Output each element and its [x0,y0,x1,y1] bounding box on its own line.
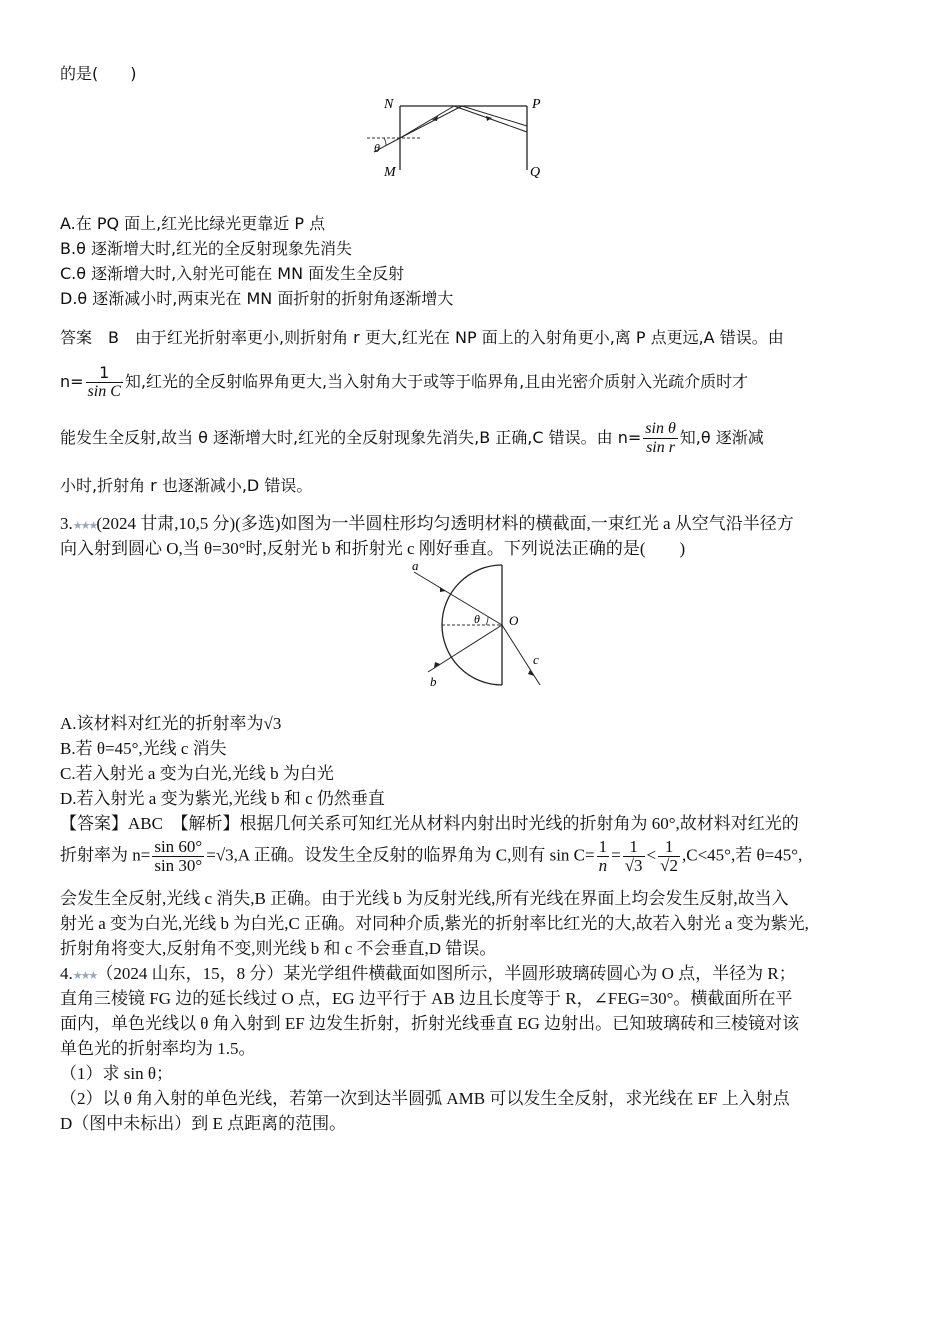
q4-stem-text: （2024 山东，15，8 分）某光学组件横截面如图所示，半圆形玻璃砖圆心为 O 点，半径为 R； [96,964,796,983]
q4-stem-line1 [60,962,796,988]
q3-stem-line2: 向入射到圆心 O,当 θ=30°时,反射光 b 和折射光 c 刚好垂直。下列说法正确的是( ) [60,539,686,558]
q2-option-c: C.θ 逐渐增大时,入射光可能在 MN 面发生全反射 [60,264,405,283]
q3-answer-equals: = [611,845,621,865]
q2-label-Q: Q [530,165,541,180]
q4-part1: （1）求 sin θ； [60,1064,173,1083]
q2-label-M: M [384,165,396,180]
q3-fraction-1-over-root2 [658,838,680,875]
fraction-numerator: 1 [623,838,645,857]
q4-number: 4. [60,964,73,983]
q2-figure [362,92,562,184]
q3-label-b: b [430,674,437,689]
fraction-numerator: 1 [598,837,608,856]
q3-stem-line1 [60,512,794,538]
q3-label-theta: θ [474,612,480,626]
q2-answer-line2 [60,364,748,401]
q3-answer-line5: 折射角将变大,反射角不变,则光线 b 和 c 不会垂直,D 错误。 [60,939,497,958]
q3-figure [400,560,560,695]
fraction-denominator: sin 30° [154,856,203,875]
fraction-denominator: √3 [624,856,643,875]
q4-part2-line2: D（图中未标出）到 E 点距离的范围。 [60,1114,347,1133]
q3-answer-line1: 【答案】ABC 【解析】根据几何关系可知红光从材料内射出时光线的折射角为 60°,故材料对红光的 [60,814,799,833]
fraction-numerator: sin θ [645,420,676,437]
q2-fraction-sin-theta-over-sin-r [643,420,678,457]
difficulty-stars-icon: ★★★ [72,520,97,532]
q4-stem-line2: 直角三棱镜 FG 边的延长线过 O 点，EG 边平行于 AB 边且长度等于 R，∠FEG=30°。横截面所在平 [60,989,793,1008]
q3-answer-line2-rest: ,C<45°,若 θ=45°, [681,845,803,865]
q3-label-c: c [533,652,539,667]
q2-answer-line4: 小时,折射角 r 也逐渐减小,D 错误。 [60,476,313,495]
q3-fraction-1-over-n [597,838,610,875]
q2-label-P: P [532,97,541,112]
fraction-denominator: sin r [646,439,675,456]
q2-option-d: D.θ 逐渐减小时,两束光在 MN 面折射的折射角逐渐增大 [60,289,454,308]
q2-answer-n-prefix: n= [60,372,84,391]
q2-answer-line1: 答案 B 由于红光折射率更小,则折射角 r 更大,红光在 NP 面上的入射角更小,离 P 点更远,A 错误。由 [60,328,784,347]
fraction-denominator: sin C [87,383,121,400]
q3-number: 3. [60,514,73,533]
fraction-denominator: n [598,856,608,875]
q2-option-b: B.θ 逐渐增大时,红光的全反射现象先消失 [60,239,353,258]
q2-label-N: N [384,97,394,112]
q3-answer-line2 [60,838,802,875]
q2-answer-line2-rest: 知,红光的全反射临界角更大,当入射角大于或等于临界角,且由光密介质射入光疏介质时才 [124,372,749,391]
q2-label-theta: θ [374,141,380,155]
q2-option-a: A.在 PQ 面上,红光比绿光更靠近 P 点 [60,214,326,233]
q3-stem-text: (2024 甘肃,10,5 分)(多选)如图为一半圆柱形均匀透明材料的横截面,一束红光 a 从空气沿半径方 [96,514,794,533]
fraction-numerator: 1 [658,838,680,857]
q3-label-O: O [509,613,519,628]
q3-fraction-1-over-root3 [623,838,645,875]
q4-stem-line4: 单色光的折射率均为 1.5。 [60,1039,256,1058]
q3-label-a: a [412,560,419,573]
q2-answer-line3 [60,420,764,457]
fraction-denominator: √2 [660,856,678,875]
q4-stem-line3: 面内，单色光线以 θ 角入射到 EF 边发生折射，折射光线垂直 EG 边射出。已知玻璃砖和三棱镜对该 [60,1014,800,1033]
q3-fraction-sin60-over-sin30 [152,838,204,875]
q2-stem-tail: 的是( ) [60,64,137,83]
q2-answer-line3-text: 能发生全反射,故当 θ 逐渐增大时,红光的全反射现象先消失,B 正确,C 错误。由 n= [60,428,642,447]
q3-answer-less-than: < [646,845,657,865]
q2-fraction-1-over-sinC [86,364,123,401]
fraction-numerator: sin 60° [154,837,203,856]
q3-option-c: C.若入射光 a 变为白光,光线 b 为白光 [60,764,334,783]
q3-option-d: D.若入射光 a 变为紫光,光线 b 和 c 仍然垂直 [60,789,385,808]
q3-option-a: A.该材料对红光的折射率为√3 [60,714,282,733]
q3-answer-line4: 射光 a 变为白光,光线 b 为白光,C 正确。对同种介质,紫光的折射率比红光的大,故若入射光 a 变为紫光, [60,914,809,933]
q3-answer-prefix: 折射率为 n= [60,845,151,865]
q2-answer-line3-rest: 知,θ 逐渐减 [679,428,764,447]
q3-answer-mid1: =√3,A 正确。设发生全反射的临界角为 C,则有 sin C= [206,845,595,865]
difficulty-stars-icon: ★★★ [72,970,97,982]
fraction-numerator: 1 [86,364,123,383]
q3-option-b: B.若 θ=45°,光线 c 消失 [60,739,227,758]
q3-answer-line3: 会发生全反射,光线 c 消失,B 正确。由于光线 b 为反射光线,所有光线在界面上均会发生反射,故当入 [60,889,789,908]
q4-part2-line1: （2）以 θ 角入射的单色光线，若第一次到达半圆弧 AMB 可以发生全反射，求光线在 EF 上入射点 [60,1089,790,1108]
